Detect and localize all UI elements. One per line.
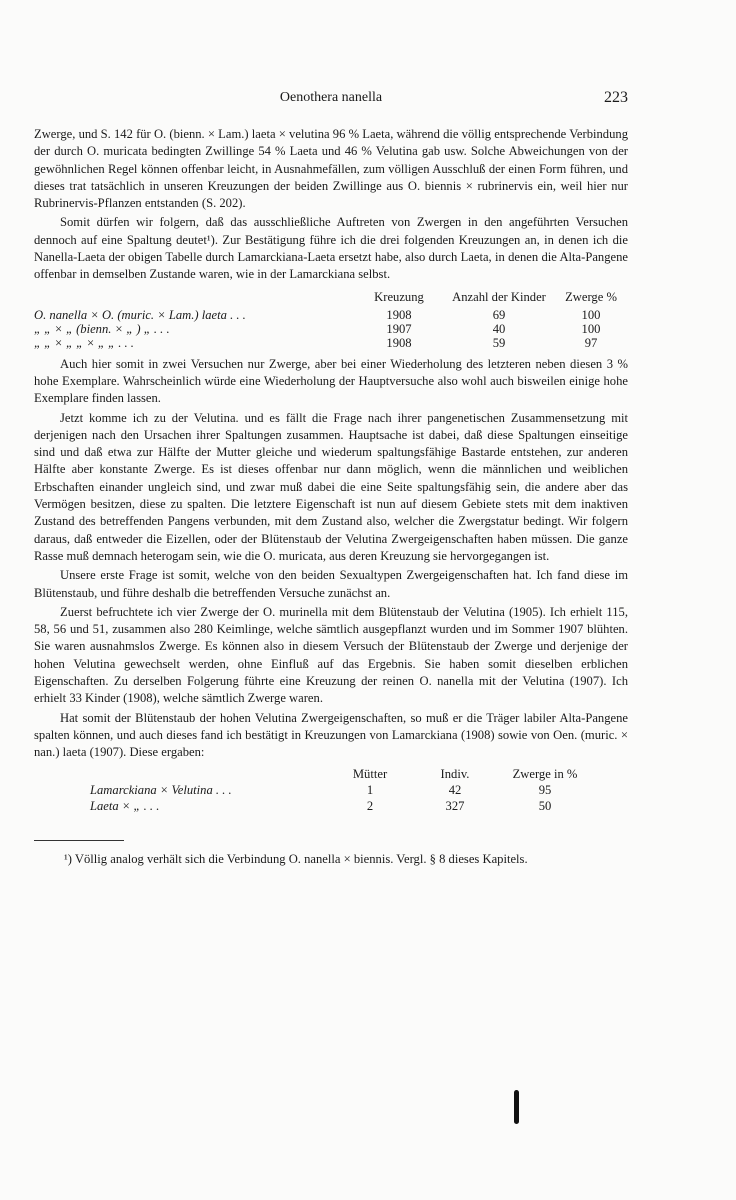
paragraph-3: Auch hier somit in zwei Versuchen nur Zwerge, aber bei einer Wiederholung des letzteren neben diesen 3 % hohe Exemplare. Wahrscheinlich würde eine Wiederholung der Hauptversuche also wohl auch bisweilen einige hohe Exemplare finden lassen.: [34, 356, 628, 406]
table-cell: 1908: [386, 335, 412, 350]
table-row: [34, 322, 628, 336]
table-cell: 42: [448, 782, 462, 797]
table-cell: Laeta × „ . . .: [90, 798, 160, 813]
table-cell: 50: [538, 798, 552, 813]
page-header: [34, 90, 628, 110]
table-header-cell: Anzahl der Kinder: [452, 289, 546, 304]
paragraph-6: Zuerst befruchtete ich vier Zwerge der O. murinella mit dem Blütenstaub der Velutina (1905). Ich erhielt 115, 58, 56 und 51, zusammen also 280 Keimlinge, welche sämtlich ausgepflanzt wurden und im Sommer 1907 blühten. Sie waren ausnahmslos Zwerge. Es können also in diesem Versuch der Blütenstaub der Zwerge und derjenige der hohen Velutina gewechselt werden, ohne Einfluß auf das Ergebnis. Sie haben somit dieselben erblichen Eigenschaften. Zu derselben Folgerung führte eine Kreuzung der reinen O. nanella mit der Velutina (1907). Ich erhielt 33 Kinder (1908), welche sämtlich Zwerge waren.: [34, 604, 628, 706]
table-row: [34, 308, 628, 322]
table-cell: „ „ × „ (bienn. × „ ) „ . . .: [34, 321, 170, 336]
table-row: [90, 782, 580, 798]
crossing-table: [34, 290, 628, 350]
page-body: [34, 126, 628, 870]
ink-speck: [514, 1090, 519, 1124]
table-header-cell: [34, 290, 354, 308]
table-cell: O. nanella × O. (muric. × Lam.) laeta . . .: [34, 307, 246, 322]
table-cell: 327: [445, 798, 465, 813]
table-cell: „ „ × „ „ × „ „ . . .: [34, 335, 134, 350]
paragraph-2: Somit dürfen wir folgern, daß das ausschließliche Auftreten von Zwergen in den angeführten Versuchen dennoch auf eine Spaltung deutet¹). Zur Bestätigung führe ich die drei folgenden Kreuzungen an, in denen ich die Nanella-Laeta der obigen Tabelle durch Lamarckiana-Laeta ersetzt habe, also durch Laeta, in denen die Alta-Pangene offenbar in demselben Zustande waren, wie in der Lamarckiana selbst.: [34, 215, 628, 282]
running-title: Oenothera nanella: [279, 90, 383, 105]
table-cell: 95: [538, 782, 552, 797]
table-cell: 100: [581, 307, 601, 322]
paragraph-7: Hat somit der Blütenstaub der hohen Velutina Zwergeigenschaften, so muß er die Träger labiler Alta-Pangene spalten können, und auch dieses fand ich bestätigt in Kreuzungen von Lamarckiana (1908) sowie von Oen. (muric. × nan.) laeta (1907). Diese ergaben:: [34, 710, 628, 760]
table-header-cell: [90, 766, 340, 782]
page-number: 223: [604, 89, 628, 106]
footnote: ¹) Völlig analog verhält sich die Verbindung O. nanella × biennis. Vergl. § 8 dieses Kapitels.: [64, 851, 528, 866]
table-cell: 40: [492, 321, 506, 336]
table-cell: 1907: [386, 321, 412, 336]
table-header-cell: Zwerge %: [565, 289, 617, 304]
table-header-cell: Zwerge in %: [512, 766, 578, 781]
paragraph-5: Unsere erste Frage ist somit, welche von den beiden Sexualtypen Zwergeigenschaften hat. Ich fand diese im Blütenstaub, und führe deshalb die betreffenden Versuche zunächst an.: [34, 568, 628, 600]
table-header-row: [90, 766, 580, 782]
table-row: [90, 798, 580, 814]
table-row: [34, 336, 628, 350]
table-header-row: [34, 290, 628, 308]
table-header-cell: Indiv.: [440, 766, 470, 781]
table-cell: 59: [492, 335, 506, 350]
pollen-crossing-table: [90, 766, 580, 814]
footnote-divider: [34, 840, 124, 841]
table-cell: 100: [581, 321, 601, 336]
table-header-cell: Kreuzung: [374, 289, 424, 304]
paragraph-4: Jetzt komme ich zu der Velutina. und es fällt die Frage nach ihrer pangenetischen Zusammensetzung mit derjenigen nach den Ursachen ihrer Spaltungen zusammen. Hauptsache ist dabei, daß diese Spaltungen einseitige sind und daß etwa zur Hälfte der Mutter gleiche und wiederum spaltungsfähige Bastarde entstehen, zur anderen Hälfte aber konstante Zwerge. Es ist dieses offenbar nur dann möglich, wenn die männlichen und weiblichen Erbschaften einander ungleich sind, und zwar muß dabei die eine Seite spaltungsfähig sein, die andere aber das Vermögen besitzen, diese zu spalten. Die letztere Eigenschaft ist nun auf diesem Gebiete stets mit dem inaktiven Zustand des betreffenden Pangens verbunden, mit dem Zustand also, welcher die Zwergstatur bedingt. Wir folgern daraus, daß entweder die Eizellen, oder der Blütenstaub der Velutina Zwergeigenschaften haben müssen. Die ganze Rasse muß demnach heterogam sein, wie die O. muricata, aus deren Kreuzung sie hervorgegangen ist.: [34, 410, 628, 563]
table-cell: 2: [366, 798, 374, 813]
table-cell: 69: [492, 307, 506, 322]
table-cell: 1: [366, 782, 374, 797]
table-cell: 97: [584, 335, 598, 350]
table-cell: 1908: [386, 307, 412, 322]
table-header-cell: Mütter: [352, 766, 388, 781]
table-cell: Lamarckiana × Velutina . . .: [90, 782, 232, 797]
paragraph-1: Zwerge, und S. 142 für O. (bienn. × Lam.) laeta × velutina 96 % Laeta, während die völlig entsprechende Verbindung der durch O. muricata bedingten Zwillinge 54 % Laeta und 46 % Velutina gab usw. Solche Abweichungen von der gewöhnlichen Regel können offenbar leicht, in Ausnahmefällen, zum völligen Ausschluß der einen Form führen, und dieses trat tatsächlich in unseren Kreuzungen der beiden Zwillinge aus O. biennis × rubrinervis ein, weil hier nur Rubrinervis-Pflanzen entstanden (S. 202).: [34, 127, 628, 211]
